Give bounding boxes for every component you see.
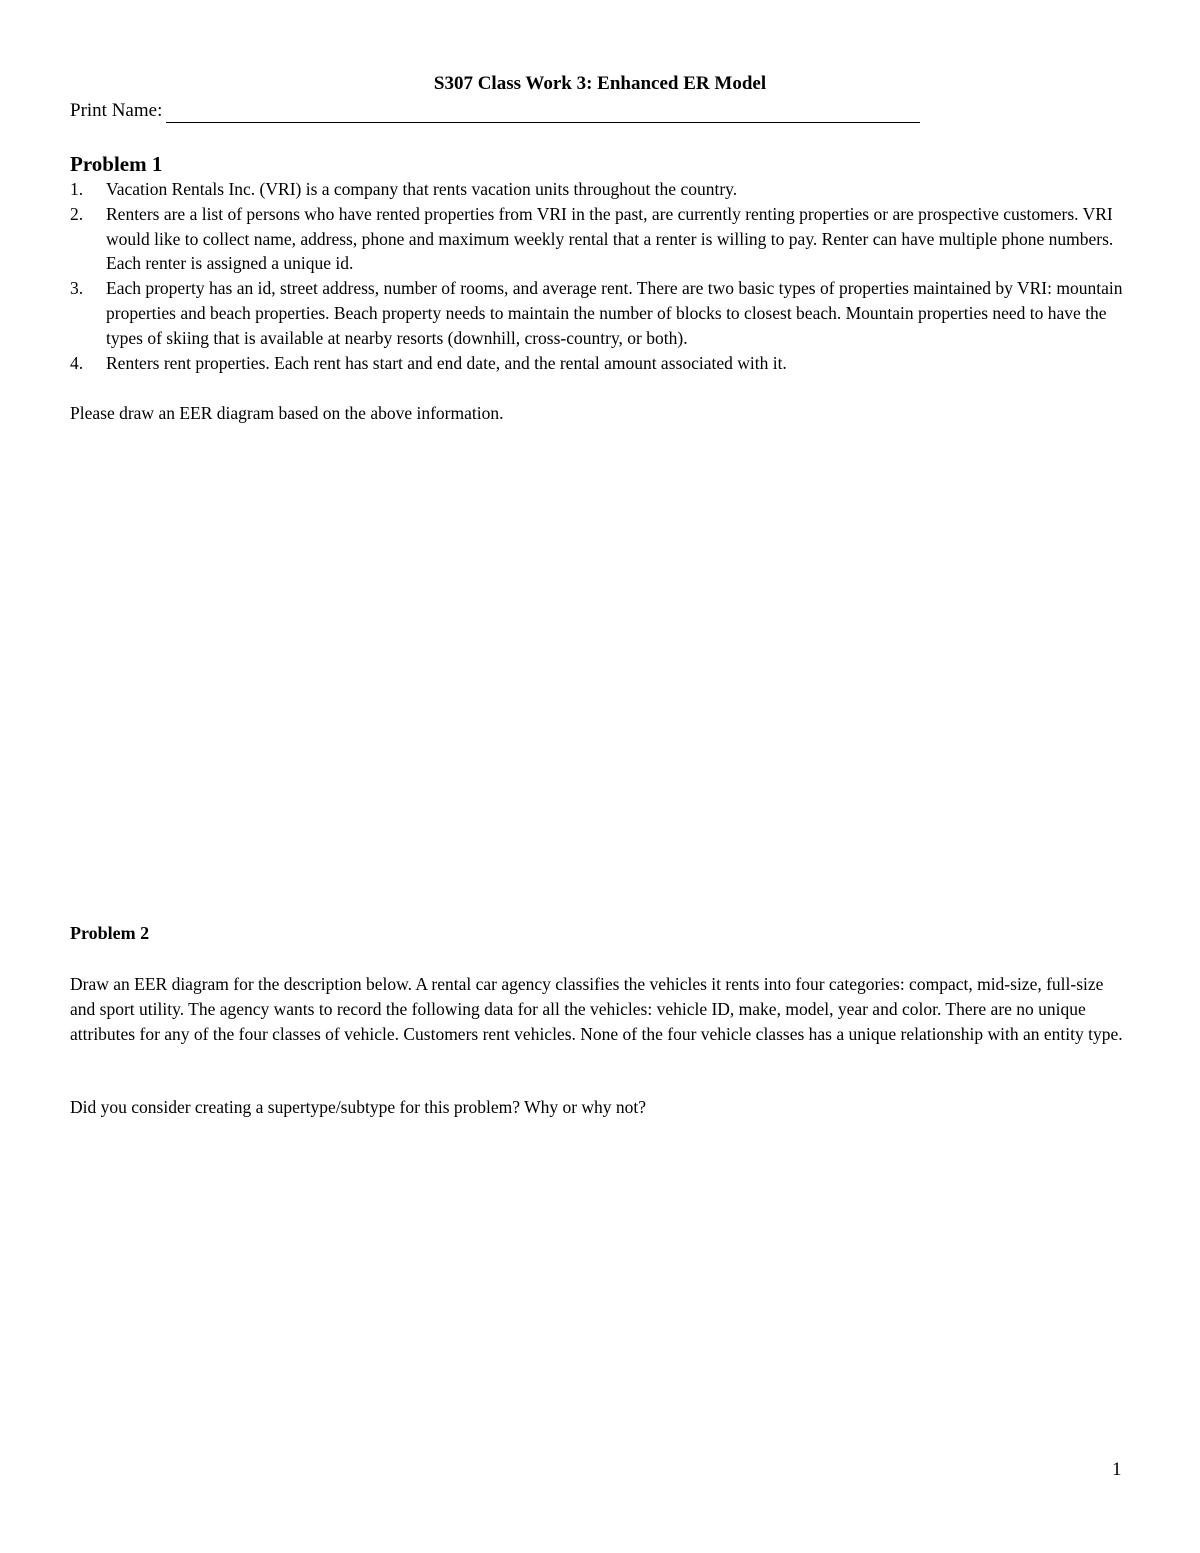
problem1-item — [70, 351, 1130, 376]
item-number: 1. — [70, 179, 84, 199]
problem2-question: Did you consider creating a supertype/subtype for this problem? Why or why not? — [70, 1097, 647, 1117]
item-text: Renters rent properties. Each rent has start and end date, and the rental amount associated with it. — [106, 352, 787, 373]
print-name-label: Print Name: — [70, 100, 163, 121]
print-name-blank-line — [166, 100, 920, 123]
problem2-description: Draw an EER diagram for the description below. A rental car agency classifies the vehicles it rents into four categories: compact, mid-size, full-size and sport utility. The agency wants to record the following data for all the vehicles: vehicle ID, make, model, year and color. There are no unique attributes for any of the four classes of vehicle. Customers rent vehicles. None of the four vehicle classes has a unique relationship with an entity type. — [70, 974, 1123, 1044]
item-number: 3. — [70, 278, 84, 299]
item-number: 2. — [70, 203, 84, 224]
problem2-heading: Problem 2 — [70, 923, 150, 943]
item-text: Vacation Rentals Inc. (VRI) is a company that rents vacation units throughout the country. — [106, 179, 738, 199]
print-name-row — [70, 99, 920, 123]
problem1-instruction: Please draw an EER diagram based on the above information. — [70, 403, 504, 423]
problem1-item — [70, 202, 1130, 276]
item-number: 4. — [70, 352, 84, 373]
problem1-item — [70, 177, 1130, 202]
page-number: 1 — [1112, 1459, 1122, 1480]
item-text: Renters are a list of persons who have rented properties from VRI in the past, are currently renting properties or are prospective customers. VRI would like to collect name, address, phone and maximum weekly rental that a renter is willing to pay. Renter can have multiple phone numbers. Each renter is assigned a unique id. — [106, 203, 1114, 274]
problem1-heading: Problem 1 — [70, 152, 163, 176]
problem1-list — [70, 177, 1130, 375]
document-title: S307 Class Work 3: Enhanced ER Model — [433, 73, 767, 94]
item-text: Each property has an id, street address, number of rooms, and average rent. There are two basic types of properties maintained by VRI: mountain properties and beach properties. Beach property needs to maintain the number of blocks to closest beach. Mountain properties need to have the types of skiing that is available at nearby resorts (downhill, cross-country, or both). — [106, 278, 1123, 348]
problem1-item — [70, 276, 1130, 350]
